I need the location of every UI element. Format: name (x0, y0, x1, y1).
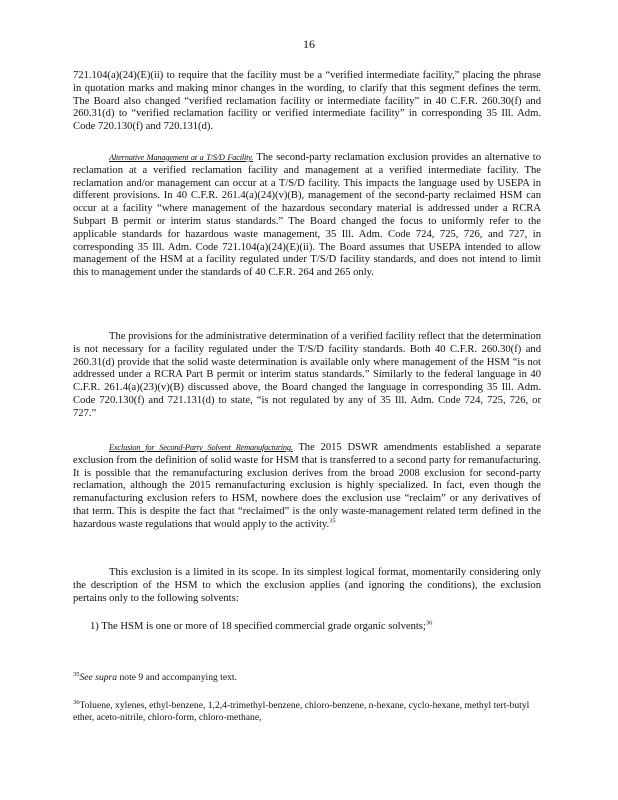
paragraph-1: 721.104(a)(24)(E)(ii) to require that the facility must be a “verified intermediate facility,” placing the phrase in quotation marks and making minor changes in the wording, to clarify that this segment defines the term. The Board also changed “verified reclamation facility or intermediate facility” in 40 C.F.R. 260.30(f) and 260.31(d) to “verified reclamation facility or verified intermediate facility” in corresponding 35 Ill. Adm. Code 720.130(f) and 720.131(d). (73, 70, 541, 133)
paragraph-4-text: The 2015 DSWR amendments established a separate exclusion from the definition of solid waste for HSM that is transferred to a second party for remanufacturing. It is possible that the remanufacturing exclusion derives from the broad 2008 exclusion for second-party reclamation, although the 2015 remanufacturing exclusion is highly specialized. In fact, even though the remanufacturing exclusion refers to HSM, nowhere does the exclusion use “reclaim” or any derivatives of that term. This is despite the fact that “reclaimed” is the only waste-management related term defined in the hazardous waste regulations that would apply to the activity. (73, 442, 541, 530)
section-heading-solvent-remanufacturing: Exclusion for Second-Party Solvent Remanufacturing. (109, 443, 293, 452)
footnote-36-text: Toluene, xylenes, ethyl-benzene, 1,2,4-trimethyl-benzene, chloro-benzene, n-hexane, cyclo-hexane, methyl tert-butyl ether, aceto-nitrile, chloro-form, chloro-methane, (73, 700, 530, 723)
list-item-1 (90, 621, 540, 634)
footnote-35-text: note 9 and accompanying text. (119, 672, 237, 683)
footnote-ref-35: 35 (329, 517, 336, 525)
footnote-ref-36: 36 (425, 619, 433, 627)
paragraph-2-text: The second-party reclamation exclusion provides an alternative to reclamation at a verified reclamation facility and management at a verified intermediate facility. The reclamation and/or management can occur at a T/S/D facility. This impacts the language used by USEPA in different provisions. In 40 C.F.R. 261.4(a)(24)(v)(B), management of the second-party reclaimed HSM can occur at a facility “where management of the hazardous secondary material is addressed under a RCRA Subpart B permit or interim status standards.” The Board changed the focus to uniformly refer to the applicable standards for hazardous waste management, 35 Ill. Adm. Code 724, 725, 726, and 727, in corresponding 35 Ill. Adm. Code 721.104(a)(24)(E)(ii). The Board assumes that USEPA intended to allow management of the HSM at a facility regulated under T/S/D facility standards, and does not intend to limit this to management under the standards of 40 C.F.R. 264 and 265 only. (73, 152, 541, 279)
paragraph-5: This exclusion is a limited in its scope. In its simplest logical format, momentarily considering only the description of the HSM to which the exclusion applies (and ignoring the conditions), the exclusion pertains only to the following solvents: (73, 567, 541, 604)
footnote-36 (73, 700, 543, 724)
paragraph-alternative-management (73, 152, 541, 280)
footnote-36-mark: 36 (73, 698, 80, 706)
page-number: 16 (303, 37, 315, 51)
footnote-35 (73, 672, 543, 684)
footnote-35-see: See supra (79, 672, 118, 683)
paragraph-3: The provisions for the administrative determination of a verified facility reflect that the determination is not necessary for a facility regulated under the T/S/D facility standards. Both 40 C.F.R. 260.30(f) and 260.31(d) provide that the solid waste determination is available only where management of the HSM “is not addressed under a RCRA Part B permit or interim status standards.” Similarly to the federal language in 40 C.F.R. 261.4(a)(23)(v)(B) discussed above, the Board changed the language in corresponding 35 Ill. Adm. Code 720.130(f) and 721.131(d) to state, “is not regulated by any of 35 Ill. Adm. Code 724, 725, 726, or 727.” (73, 331, 541, 419)
section-heading-alternative-management: Alternative Management at a T/S/D Facility. (109, 153, 254, 162)
list-item-1-text: 1) The HSM is one or more of 18 specified commercial grade organic solvents; (90, 621, 426, 632)
paragraph-solvent-remanufacturing (73, 442, 541, 532)
footnote-35-mark: 35 (73, 670, 80, 678)
